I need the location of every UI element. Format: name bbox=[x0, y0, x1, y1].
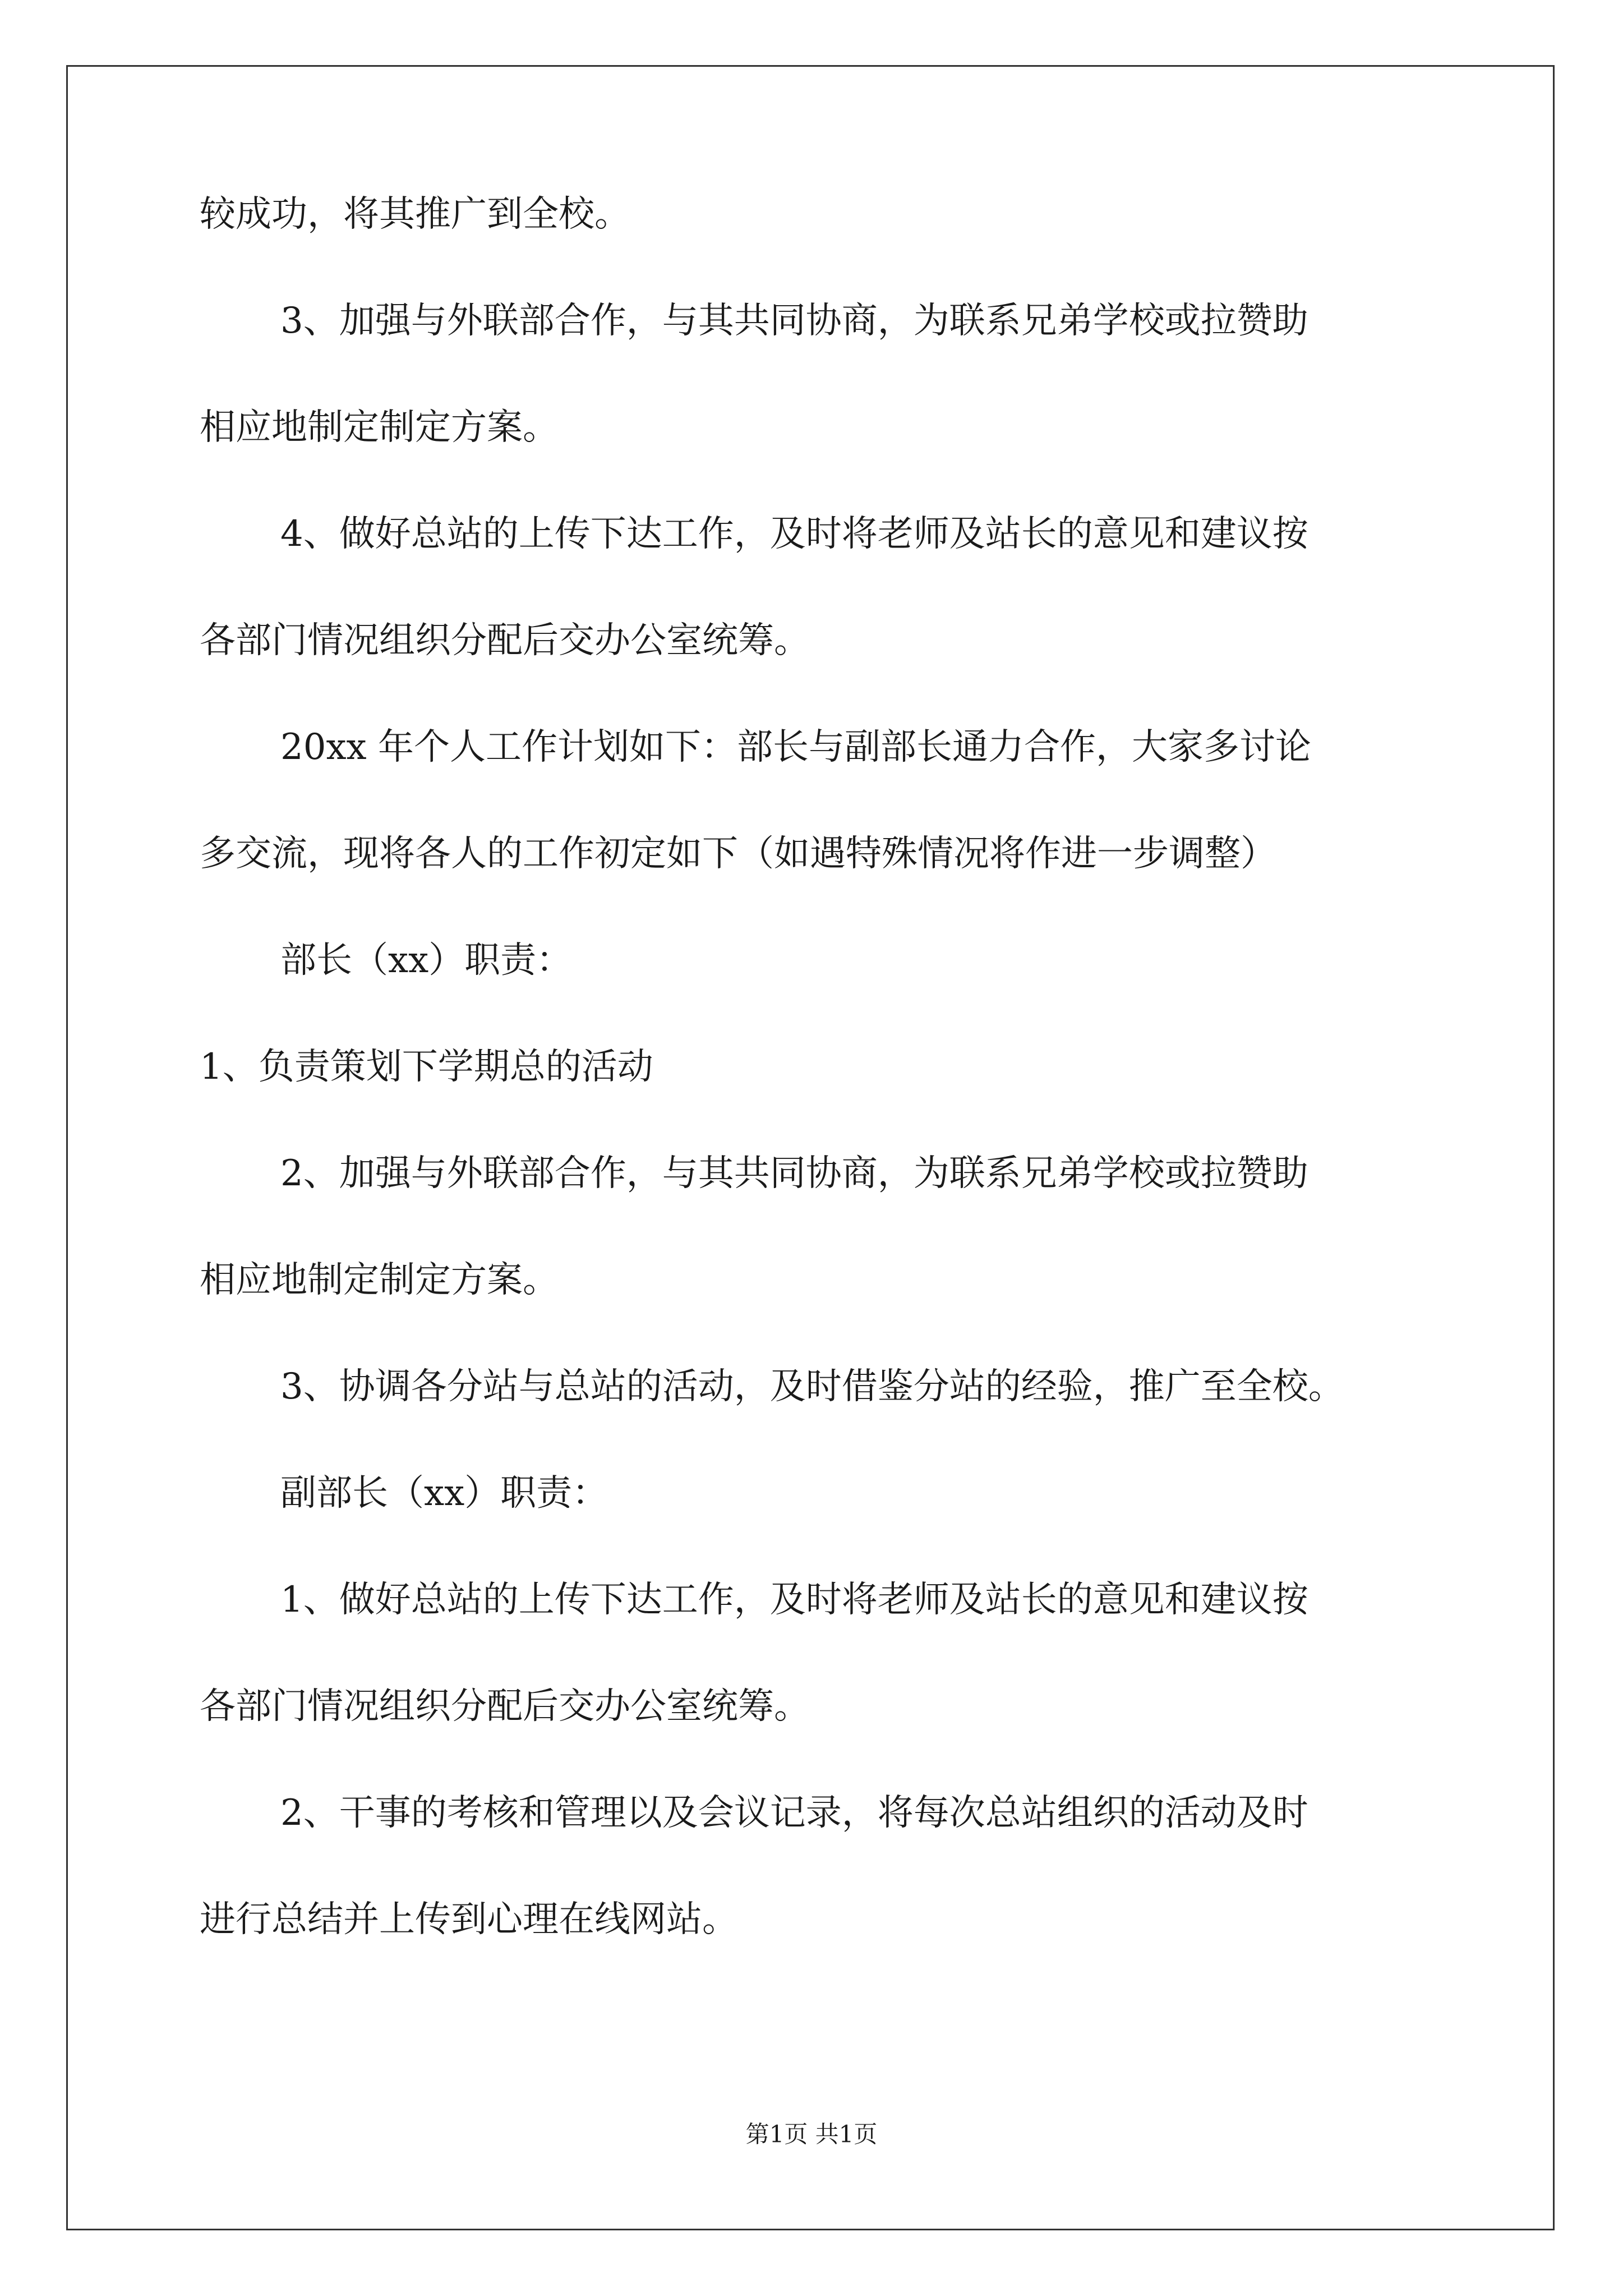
text-line: 3、加强与外联部合作，与其共同协商，为联系兄弟学校或拉赞助 bbox=[280, 300, 1308, 342]
text-line: 多交流，现将各人的工作初定如下（如遇特殊情况将作进一步调整） bbox=[200, 833, 1276, 875]
text-line: 各部门情况组织分配后交办公室统筹。 bbox=[200, 620, 810, 661]
page-number-footer: 第1页 共1页 bbox=[745, 2120, 878, 2148]
text-line: 3、协调各分站与总站的活动，及时借鉴分站的经验，推广至全校。 bbox=[280, 1366, 1344, 1407]
text-line: 20xx 年个人工作计划如下：部长与副部长通力合作，大家多讨论 bbox=[280, 726, 1311, 768]
text-line: 相应地制定制定方案。 bbox=[200, 1259, 559, 1301]
section-heading: 副部长（xx）职责： bbox=[280, 1473, 608, 1514]
text-line: 各部门情况组织分配后交办公室统筹。 bbox=[200, 1686, 810, 1727]
text-line: 2、加强与外联部合作，与其共同协商，为联系兄弟学校或拉赞助 bbox=[280, 1153, 1308, 1194]
section-heading: 部长（xx）职责： bbox=[280, 940, 573, 981]
text-line: 2、干事的考核和管理以及会议记录，将每次总站组织的活动及时 bbox=[280, 1792, 1308, 1834]
text-line: 较成功，将其推广到全校。 bbox=[200, 194, 630, 235]
text-line: 1、做好总站的上传下达工作，及时将老师及站长的意见和建议按 bbox=[280, 1579, 1308, 1621]
text-line: 4、做好总站的上传下达工作，及时将老师及站长的意见和建议按 bbox=[280, 513, 1308, 555]
text-line: 相应地制定制定方案。 bbox=[200, 407, 559, 448]
text-line: 进行总结并上传到心理在线网站。 bbox=[200, 1899, 738, 1940]
text-line: 1、负责策划下学期总的活动 bbox=[200, 1046, 653, 1088]
